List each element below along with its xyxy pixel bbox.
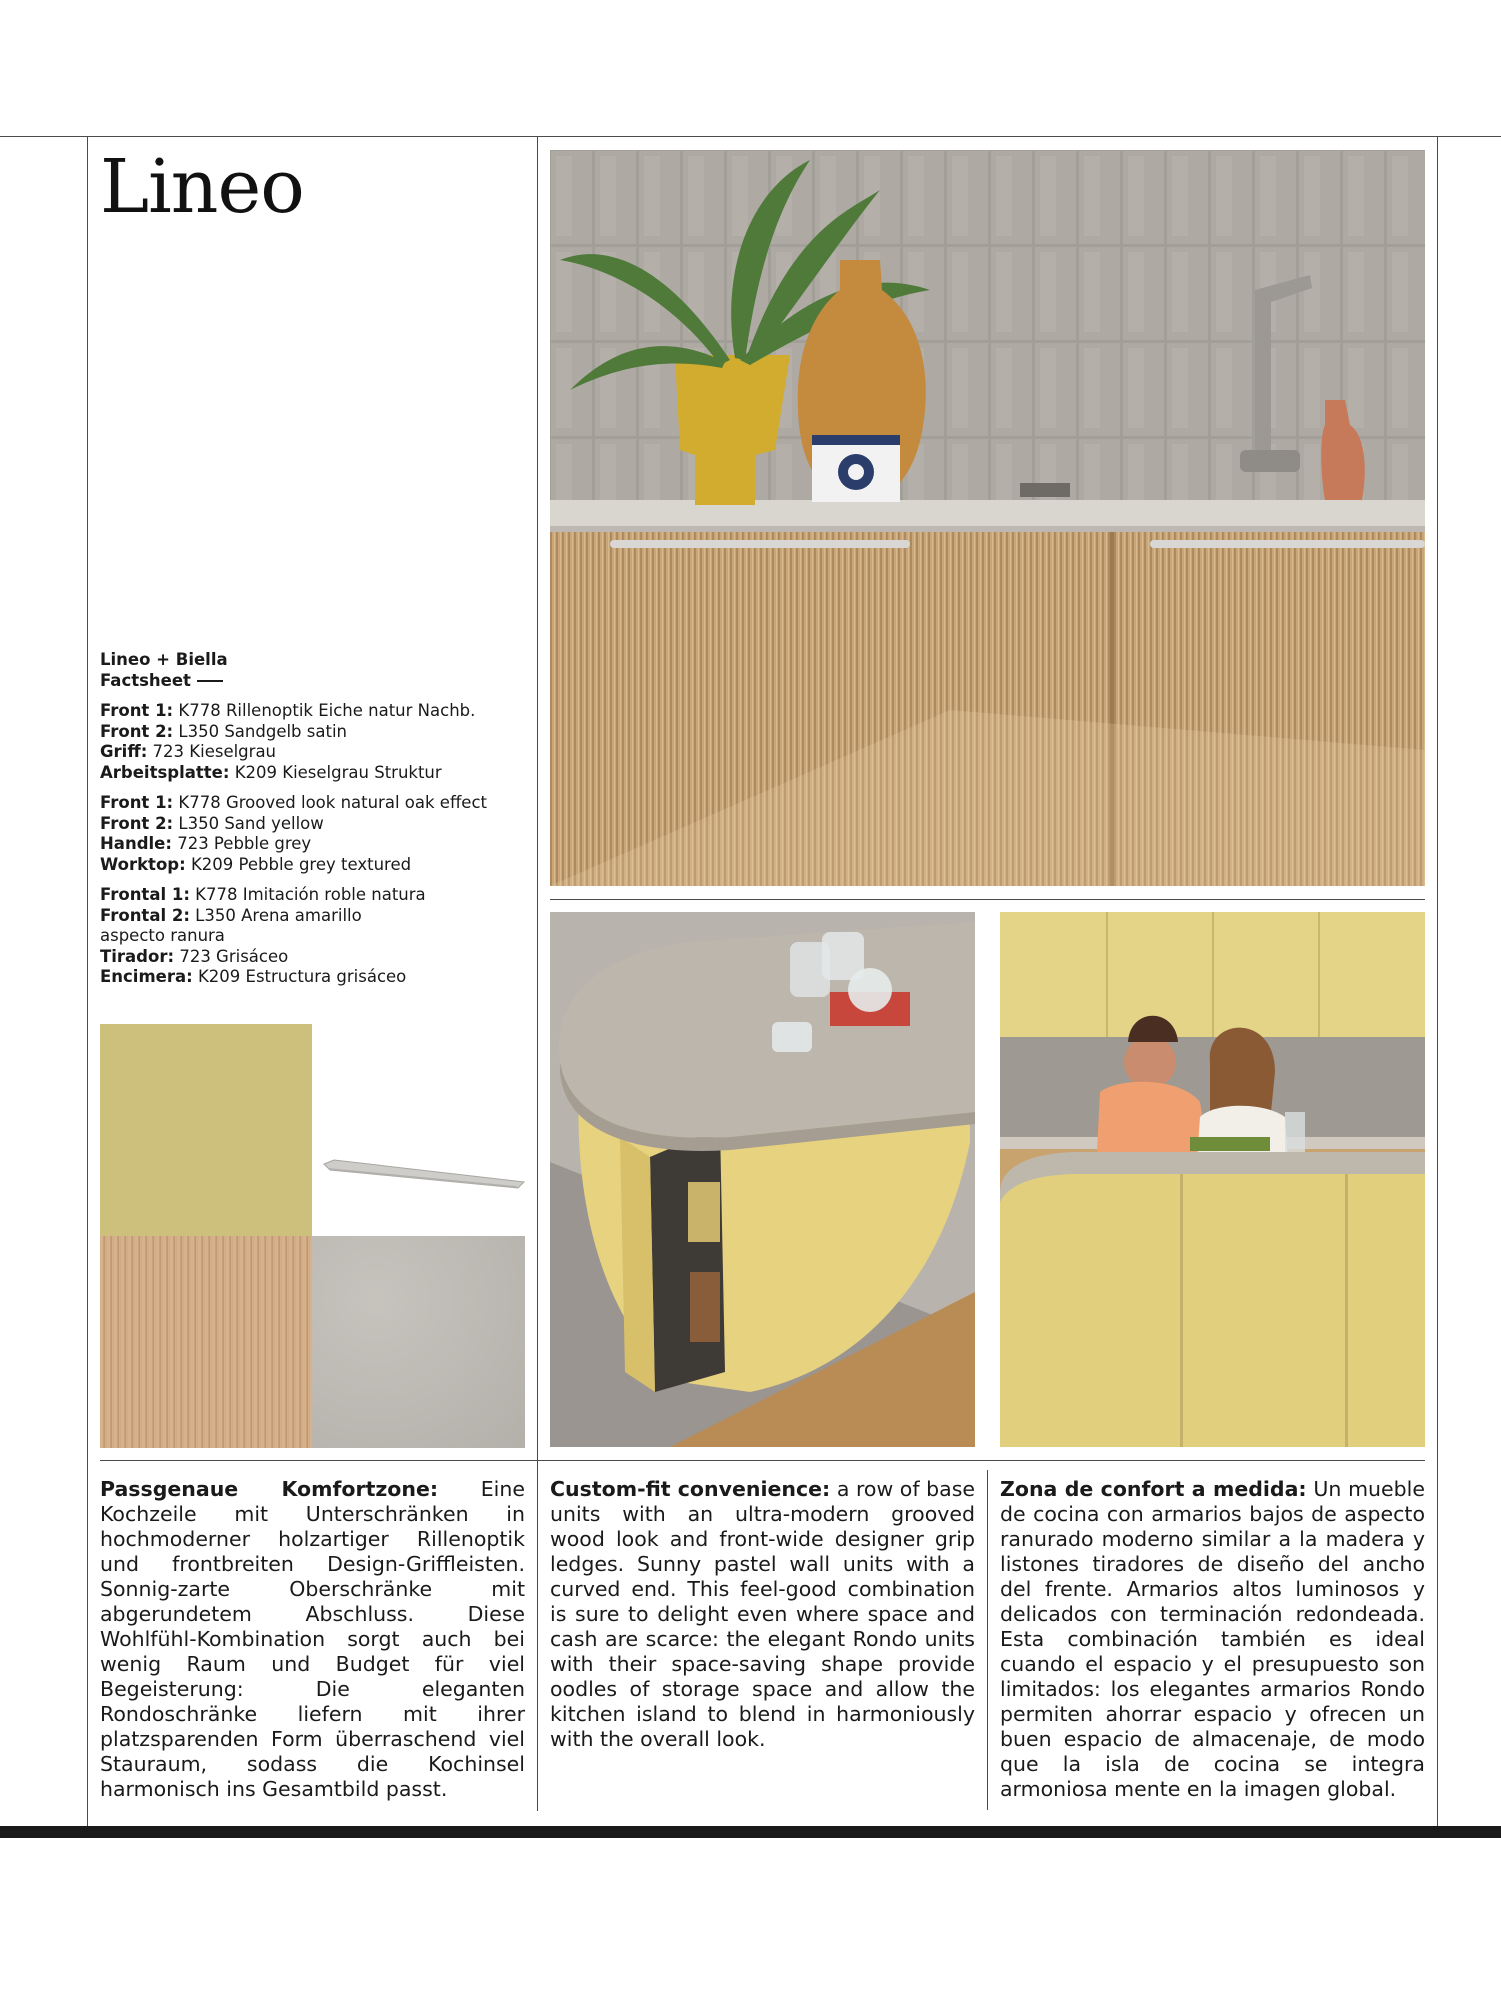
page-title: Lineo	[100, 144, 304, 230]
fact-line: Front 2: L350 Sand yellow	[100, 813, 324, 833]
factsheet-heading	[100, 650, 520, 691]
facts-group-en	[100, 793, 520, 875]
column-divider-1	[537, 136, 538, 1811]
photo-rondo-island	[550, 912, 975, 1447]
swatch-sand-yellow	[100, 1024, 312, 1236]
fact-line: Handle: 723 Pebble grey	[100, 834, 312, 853]
column-body-es: Un mueble de cocina con armarios bajos de aspecto ranurado moderno similar a la madera y listones tiradores de diseño del ancho del frente. Armarios altos luminosos y delicados con terminación redondeada. Esta combinación también es ideal cuando el espacio y el presupuesto son limitados: los elegantes armarios Rondo permiten ahorrar espacio y ofrecen un buen espacio de almacenaje, de modo que la isla de cocina se integra armoniosa mente en la imagen global.	[1000, 1477, 1425, 1801]
column-body-de: Eine Kochzeile mit Unterschränken in hochmoderner holzartiger Rillenoptik und frontbreiten Design-Griffleisten. Sonnig-zarte Oberschränke mit abgerundetem Abschluss. Diese Wohlfühl-Kombination sorgt auch bei wenig Raum und Budget für viel Begeisterung: Die eleganten Rondoschränke liefern mit ihrer platzsparenden Form überraschend viel Stauraum, sodass die Kochinsel harmonisch ins Gesamtbild passt.	[100, 1477, 525, 1801]
top-rule	[0, 136, 1501, 137]
bottom-bar	[0, 1826, 1501, 1838]
fact-line: Tirador: 723 Grisáceo	[100, 946, 289, 966]
fact-line: Front 1: K778 Rillenoptik Eiche natur Nachb.	[100, 701, 476, 720]
left-border	[87, 136, 88, 1826]
column-lead-de: Passgenaue Komfortzone:	[100, 1477, 439, 1501]
photo-kitchen-wall	[550, 150, 1425, 886]
factsheet	[100, 650, 520, 988]
fact-line: Frontal 2: L350 Arena amarillo	[100, 905, 362, 925]
text-section-rule	[100, 1460, 1425, 1461]
column-body-en: a row of base units with an ultra-modern grooved wood look and front-wide designer grip ledges. Sunny pastel wall units with a curved end. This feel-good combination is sure to delight even where space and cash are scarce: the elegant Rondo units with their space-saving shape provide oodles of storage space and allow the kitchen island to blend in harmoniously with the overall look.	[550, 1477, 975, 1751]
fact-line: Arbeitsplatte: K209 Kieselgrau Struktur	[100, 762, 442, 782]
factsheet-heading-line2: Factsheet	[100, 671, 520, 692]
facts-group-es	[100, 885, 520, 988]
swatch-pebble-grey	[312, 1236, 525, 1448]
column-lead-es: Zona de confort a medida:	[1000, 1477, 1307, 1501]
right-border	[1437, 136, 1438, 1826]
photo-women-cooking	[1000, 912, 1425, 1447]
photo-divider	[550, 899, 1425, 900]
fact-line: Front 2: L350 Sandgelb satin	[100, 721, 347, 741]
fact-line: Frontal 1: K778 Imitación roble natura	[100, 885, 426, 904]
fact-line: Worktop: K209 Pebble grey textured	[100, 854, 412, 874]
text-column-de	[100, 1477, 525, 1802]
fact-line: aspecto ranura	[100, 926, 225, 945]
column-lead-en: Custom-fit convenience:	[550, 1477, 831, 1501]
rondo-island-illustration	[550, 912, 975, 1447]
text-column-es	[1000, 1477, 1425, 1802]
text-column-en	[550, 1477, 975, 1752]
fact-line: Encimera: K209 Estructura grisáceo	[100, 967, 407, 986]
kitchen-wall-illustration	[550, 150, 1425, 886]
swatch-handle	[312, 1130, 527, 1190]
handle-bar-image	[312, 1130, 527, 1190]
column-divider-2	[987, 1470, 988, 1810]
women-cooking-illustration	[1000, 912, 1425, 1447]
fact-line: Griff: 723 Kieselgrau	[100, 742, 277, 761]
factsheet-heading-line1: Lineo + Biella	[100, 650, 228, 669]
facts-group-de	[100, 701, 520, 783]
dash-rule	[197, 680, 223, 682]
swatch-oak-grooved	[100, 1236, 312, 1448]
fact-line: Front 1: K778 Grooved look natural oak effect	[100, 793, 488, 812]
